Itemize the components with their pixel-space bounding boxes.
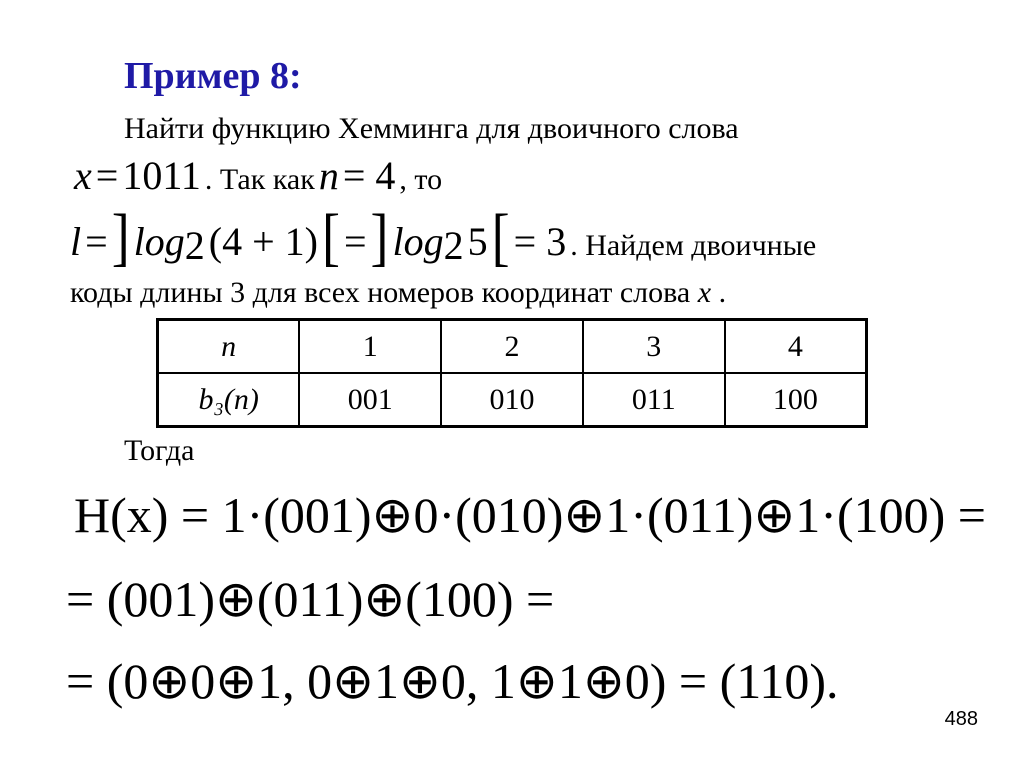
floor-bracket-open: ] xyxy=(370,201,389,273)
hamming-formula-2: = (001)⊕(011)⊕(100) = xyxy=(66,571,555,627)
table-cell: 1 xyxy=(299,320,441,374)
length-formula-line xyxy=(70,201,817,273)
page-number: 488 xyxy=(944,708,978,730)
log-base: 2 xyxy=(443,223,464,269)
find-codes-text: . Найдем двоичные xyxy=(570,229,817,262)
table-row xyxy=(158,320,867,374)
log-argument: (4 + 1) xyxy=(208,219,318,264)
x-value: 1011 xyxy=(122,153,201,198)
table-cell: 2 xyxy=(441,320,583,374)
equals-sign: = xyxy=(343,219,367,264)
table-row xyxy=(158,373,867,427)
floor-bracket-open: ] xyxy=(111,201,130,273)
codes-text: коды длины 3 для всех номеров координат слова xyxy=(70,276,691,309)
log-function: log xyxy=(392,219,444,264)
table-cell: 011 xyxy=(583,373,725,427)
table-cell: 001 xyxy=(299,373,441,427)
equals-sign: = xyxy=(95,153,119,198)
table-cell: 4 xyxy=(725,320,867,374)
x-variable: x xyxy=(74,153,92,198)
x-variable: x xyxy=(697,276,712,309)
hamming-formula-1: H(x) = 1·(001)⊕0·(010)⊕1·(011)⊕1·(100) = xyxy=(74,487,986,543)
l-variable: l xyxy=(70,219,82,264)
n-value: = 4 xyxy=(342,153,396,198)
log-function: log xyxy=(133,219,185,264)
table-cell: 100 xyxy=(725,373,867,427)
log-argument: 5 xyxy=(467,219,488,264)
intro-line: Найти функцию Хемминга для двоичного слова xyxy=(124,112,739,145)
log-base: 2 xyxy=(184,223,205,269)
result-value: = 3 xyxy=(513,219,567,264)
floor-bracket-close: [ xyxy=(322,201,340,273)
table-cell: n xyxy=(158,320,300,374)
period: . xyxy=(718,276,727,309)
equals-sign: = xyxy=(85,219,108,264)
n-variable: n xyxy=(318,153,339,198)
binary-codes-table xyxy=(156,318,868,428)
table-cell: b₃(n) xyxy=(158,373,300,427)
table-cell: 010 xyxy=(441,373,583,427)
hamming-formula-3: = (0⊕0⊕1, 0⊕1⊕0, 1⊕1⊕0) = (110). xyxy=(66,653,839,709)
table-cell: 3 xyxy=(583,320,725,374)
slide-title: Пример 8: xyxy=(124,55,302,97)
since-text: . Так как xyxy=(204,163,315,196)
then-label: Тогда xyxy=(124,434,195,467)
codes-line xyxy=(70,276,726,310)
then-text: , то xyxy=(399,163,443,196)
floor-bracket-close: [ xyxy=(491,201,510,273)
word-definition-line xyxy=(74,152,442,199)
